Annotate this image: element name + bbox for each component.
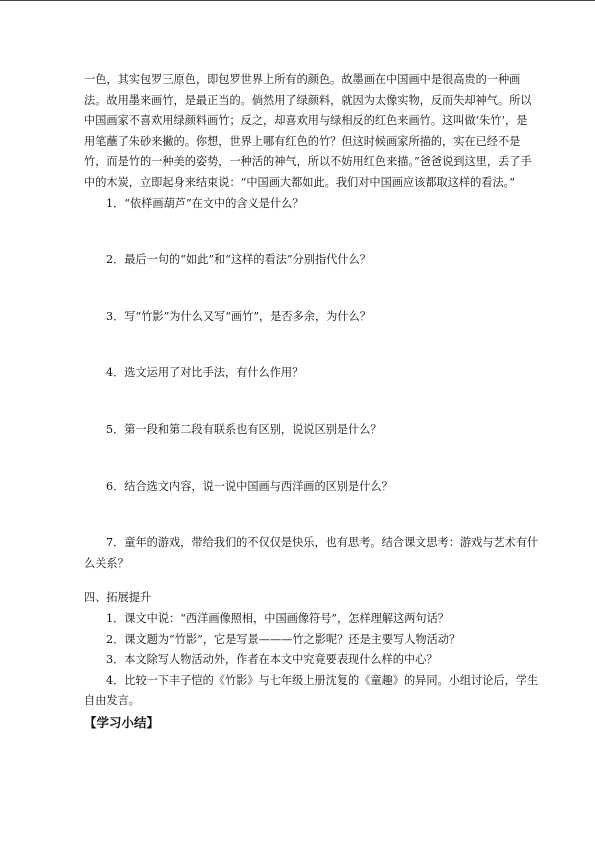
question-list — [84, 194, 554, 575]
question-7: 7．童年的游戏，带给我们的不仅仅是快乐，也有思考。结合课文思考：游戏与艺术有什 — [106, 536, 539, 550]
extension-item-4: 4．比较一下丰子恺的《竹影》与七年级上册沈复的《童趣》的异同。小组讨论后，学生 — [106, 673, 539, 687]
header-rule — [0, 0, 595, 1]
passage-line: 用笔蘸了朱砂来撇的。你想，世界上哪有红色的竹？但这时候画家所描的，实在已经不是 — [84, 134, 521, 148]
passage-line: 一色，其实包罗三原色，即包罗世界上所有的颜色。故墨画在中国画中是很高贵的一种画 — [84, 73, 521, 86]
question-6: 6．结合选文内容，说一说中国画与西洋画的区别是什么？ — [106, 479, 393, 493]
passage-line: 中国画家不喜欢用绿颜料画竹；反之，却喜欢用与绿相反的红色来画竹。这叫做‘朱竹’，是 — [84, 114, 528, 128]
question-5: 5．第一段和第二段有联系也有区别，说说区别是什么？ — [106, 422, 382, 436]
answer-space — [84, 497, 554, 533]
question-2: 2．最后一句的“如此”和“这样的看法”分别指代什么？ — [106, 253, 371, 267]
question-4: 4．选文运用了对比手法，有什么作用？ — [106, 366, 304, 380]
question-1: 1．“依样画葫芦”在文中的含义是什么？ — [106, 196, 304, 210]
answer-space — [84, 441, 554, 477]
extension-item-2: 2．课文题为“竹影”，它是写景———竹之影呢？还是主要写人物活动？ — [106, 632, 461, 646]
section-extension — [84, 588, 554, 712]
section-heading: 四、拓展提升 — [84, 591, 152, 605]
section-gap — [84, 574, 554, 588]
passage-line: 竹，而是竹的一种美的姿势，一种活的神气，所以不妨用红色来描。”爸爸说到这里，丢了手 — [84, 155, 532, 169]
document-body — [84, 70, 554, 734]
answer-space — [84, 384, 554, 420]
passage-line: 法。故用墨来画竹，是最正当的。倘然用了绿颜料，就因为太像实物，反而失却神气。所以 — [84, 93, 532, 107]
passage-line: 中的木炭，立即起身来结束说：“中国画大都如此。我们对中国画应该都取这样的看法。” — [84, 175, 515, 189]
summary-heading: 【学习小结】 — [84, 714, 160, 730]
extension-item-4-continued: 自由发言。 — [84, 694, 140, 708]
extension-item-3: 3．本文除写人物活动外，作者在本文中究竟要表现什么样的中心？ — [106, 653, 438, 667]
passage — [84, 70, 554, 194]
answer-space — [84, 271, 554, 307]
question-7-continued: 么关系？ — [84, 556, 129, 570]
answer-space — [84, 214, 554, 250]
answer-space — [84, 327, 554, 363]
question-3: 3．写“竹影”为什么又写“画竹”，是否多余，为什么？ — [106, 309, 371, 323]
extension-item-1: 1．课文中说：“西洋画像照相，中国画像符号”，怎样理解这两句话？ — [106, 611, 449, 625]
